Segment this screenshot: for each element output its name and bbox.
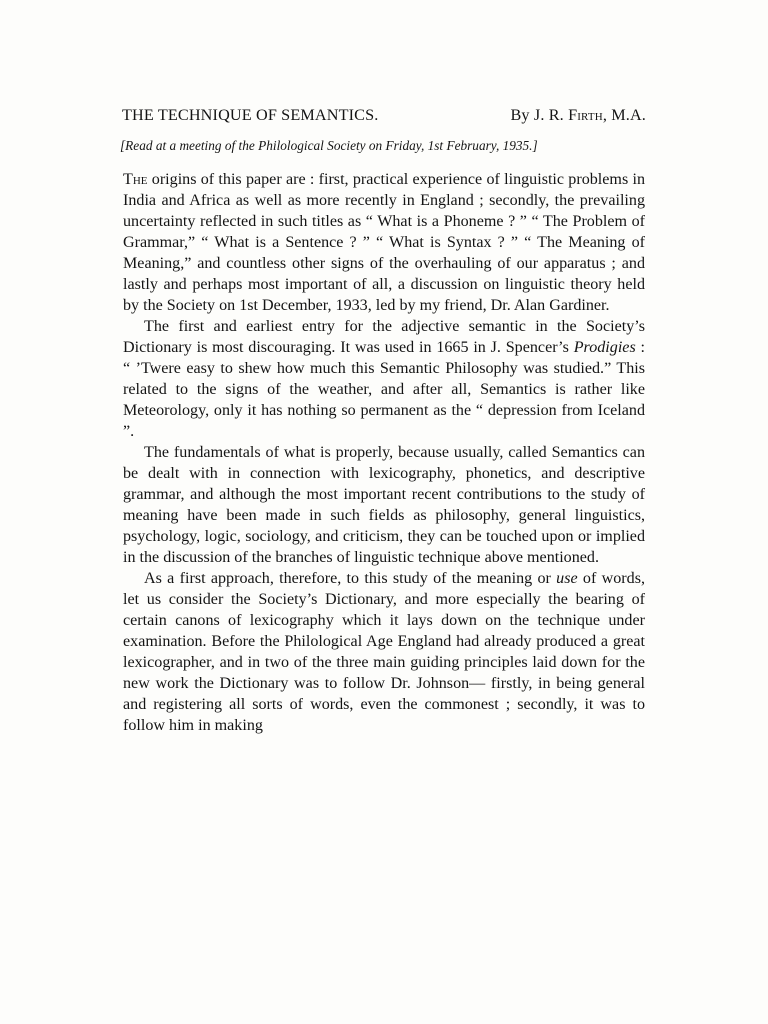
- paragraph-3: The fundamentals of what is properly, because usually, called Semantics can be dealt with in connection with lexicography, phonetics, and descriptive grammar, and although the most important recent contributions to the study of meaning have been made in such fields as philosophy, general linguistics, psychology, logic, sociology, and criticism, they can be touched upon or implied in the discussion of the branches of linguistic technique above mentioned.: [123, 444, 645, 566]
- paragraph-1-lead: The: [123, 171, 148, 188]
- paragraph-4-text-b: of words, let us consider the Society’s Dictionary, and more especially the bearing of certain canons of lexicography which it lays down on the technique under examination. Before the Philological Age England had already produced a great lexicographer, and in two of the three main guiding principles laid down for the new work the Dictionary was to follow Dr. Johnson— firstly, in being general and registering all sorts of words, even the commonest ; secondly, it was to follow him in making: [123, 570, 645, 734]
- author-degree: , M.A.: [602, 106, 646, 124]
- paragraph-4-text-a: As a first approach, therefore, to this study of the meaning or: [144, 570, 557, 587]
- article-byline: [510, 106, 646, 125]
- paragraph-2-text-b: : “ ’Twere easy to shew how much this Semantic Philosophy was studied.” This related to the signs of the weather, and after all, Semantics is rather like Meteorology, only it has nothing so permanent as the “ depression from Iceland ”.: [123, 339, 645, 440]
- reading-note: [Read at a meeting of the Philological Society on Friday, 1st February, 1935.]: [120, 138, 538, 153]
- author-name: Firth: [568, 106, 603, 124]
- paragraph-2-text-a: The first and earliest entry for the adjective semantic in the Society’s Dictionary is most discouraging. It was used in 1665 in J. Spencer’s: [123, 318, 645, 356]
- paragraph-1: [123, 169, 645, 316]
- article-body: [123, 169, 645, 736]
- article-title: THE TECHNIQUE OF SEMANTICS.: [122, 106, 379, 124]
- article-title-line: [122, 106, 646, 125]
- paragraph-4: [123, 568, 645, 736]
- paragraph-2: [123, 316, 645, 442]
- paragraph-1-text: origins of this paper are : first, practical experience of linguistic problems in India and Africa as well as more recently in England ; secondly, the prevailing uncertainty reflected in such titles as “ What is a Phoneme ? ” “ The Problem of Grammar,” “ What is a Sentence ? ” “ What is Syntax ? ” “ The Meaning of Meaning,” and countless other signs of the overhauling of our apparatus ; and lastly and perhaps most important of all, a discussion on linguistic theory held by the Society on 1st December, 1933, led by my friend, Dr. Alan Gardiner.: [123, 171, 645, 314]
- byline-prefix: By J. R.: [510, 106, 569, 124]
- paragraph-2-italic: Prodigies: [573, 339, 636, 356]
- paragraph-4-italic: use: [556, 570, 578, 587]
